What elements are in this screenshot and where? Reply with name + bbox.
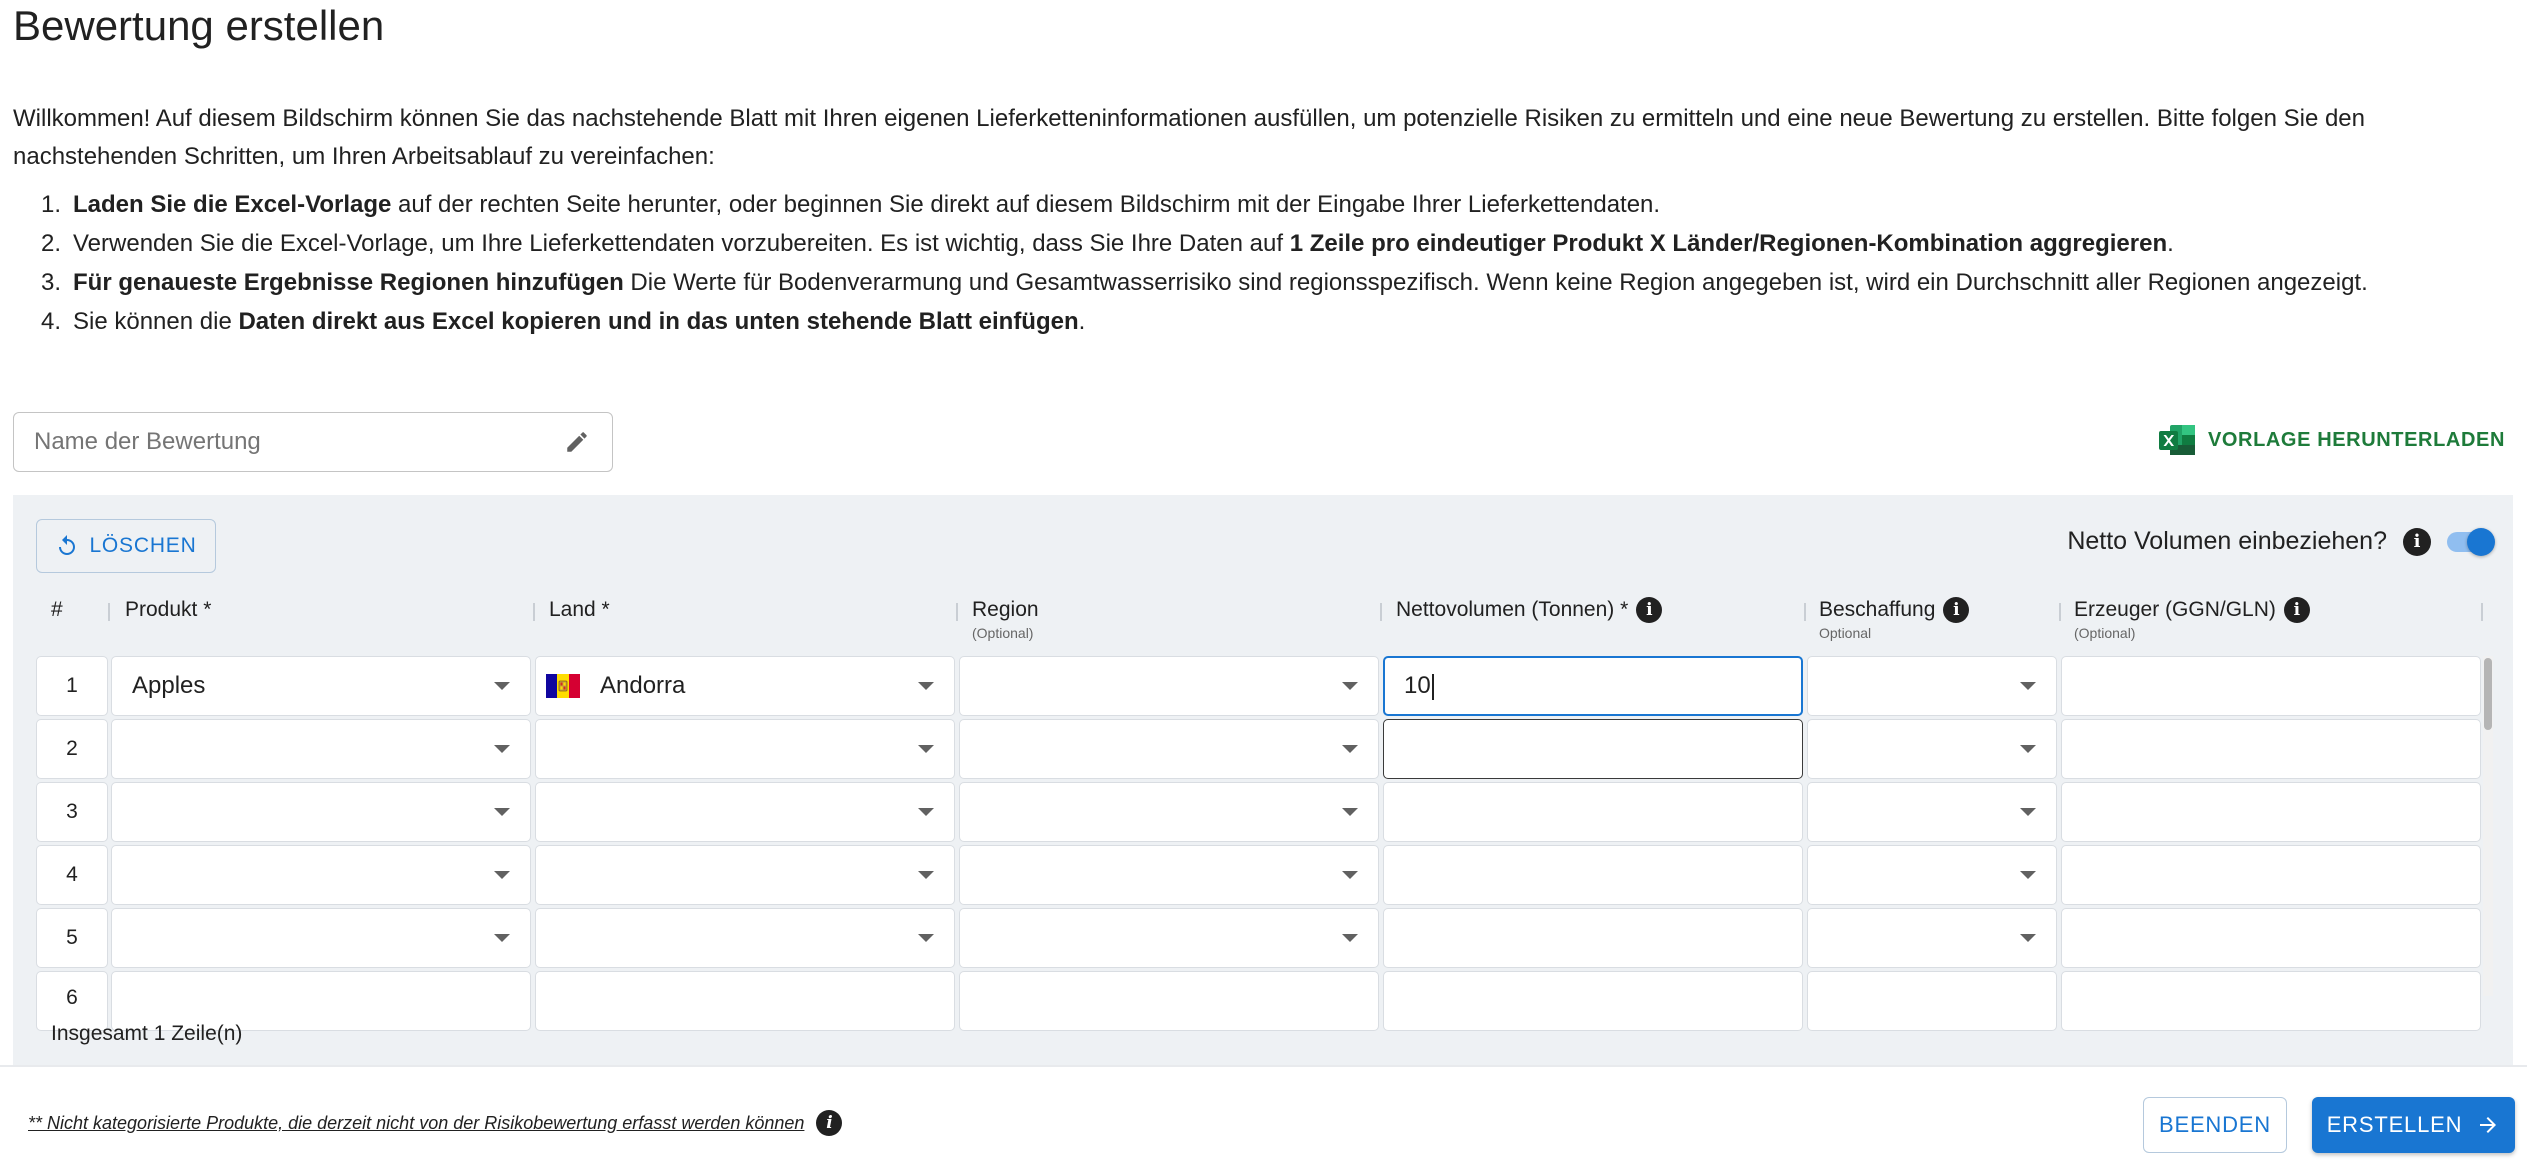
chevron-down-icon	[494, 682, 510, 690]
data-entry-sheet	[13, 495, 2513, 1065]
chevron-down-icon	[494, 871, 510, 879]
step-item: 2. Verwenden Sie die Excel-Vorlage, um Ihre Lieferkettendaten vorzubereiten. Es ist wichtig, dass Sie Ihre Daten auf 1 Zeile pro eindeutiger Produkt X Länder/Regionen-Kombination aggregieren.	[40, 230, 2174, 257]
table-row	[13, 908, 2493, 970]
net-volume-input[interactable]: 10	[1383, 656, 1803, 716]
chevron-down-icon	[1342, 871, 1358, 879]
sourcing-select[interactable]	[1807, 845, 2057, 905]
net-volume-input[interactable]	[1383, 719, 1803, 779]
pencil-icon[interactable]	[562, 427, 592, 457]
scrollbar-thumb[interactable]	[2484, 658, 2492, 730]
sourcing-select[interactable]	[1807, 782, 2057, 842]
reset-icon	[55, 534, 79, 558]
chevron-down-icon	[1342, 745, 1358, 753]
net-volume-input[interactable]	[1383, 782, 1803, 842]
row-number: 1	[36, 656, 108, 716]
andorra-flag-icon	[546, 674, 580, 698]
column-header-region: Region (Optional)	[972, 598, 1039, 641]
info-icon[interactable]: i	[816, 1110, 842, 1136]
chevron-down-icon	[1342, 808, 1358, 816]
footer-divider	[0, 1065, 2527, 1067]
info-icon[interactable]: i	[1943, 597, 1969, 623]
table-row	[13, 971, 2493, 1033]
download-template-label: VORLAGE HERUNTERLADEN	[2207, 428, 2505, 451]
chevron-down-icon	[494, 745, 510, 753]
end-button[interactable]: BEENDEN	[2143, 1097, 2287, 1153]
step-item: 1. Laden Sie die Excel-Vorlage auf der rechten Seite herunter, oder beginnen Sie direkt auf diesem Bildschirm mit der Eingabe Ihrer Lieferkettendaten.	[40, 191, 1661, 218]
region-select[interactable]	[959, 845, 1379, 905]
sourcing-select[interactable]	[1807, 656, 2057, 716]
producer-input[interactable]	[2061, 782, 2481, 842]
step-item: 4. Sie können die Daten direkt aus Excel kopieren und in das unten stehende Blatt einfügen.	[40, 308, 1086, 335]
country-select[interactable]	[535, 971, 955, 1031]
create-button[interactable]	[2312, 1097, 2515, 1153]
column-header-country: Land *	[549, 598, 610, 621]
intro-text: Willkommen! Auf diesem Bildschirm können Sie das nachstehende Blatt mit Ihren eigenen Lieferketteninformationen ausfüllen, um potenzielle Risiken zu ermitteln und eine neue Bewertung zu erstellen. Bitte folgen Sie den nachstehenden Schritten, um Ihren Arbeitsablauf zu vereinfachen:	[13, 105, 2365, 170]
arrow-right-icon	[2476, 1113, 2500, 1137]
row-number: 5	[36, 908, 108, 968]
clear-button-label: LÖSCHEN	[89, 534, 197, 557]
table-row	[13, 845, 2493, 907]
table-row	[13, 782, 2493, 844]
country-select[interactable]: Andorra	[535, 656, 955, 716]
chevron-down-icon	[918, 682, 934, 690]
region-select[interactable]	[959, 719, 1379, 779]
country-select[interactable]	[535, 782, 955, 842]
region-select[interactable]	[959, 971, 1379, 1031]
net-volume-input[interactable]	[1383, 845, 1803, 905]
download-template-link[interactable]	[2158, 424, 2505, 456]
producer-input[interactable]	[2061, 719, 2481, 779]
chevron-down-icon	[2020, 745, 2036, 753]
product-select[interactable]	[111, 719, 531, 779]
sheet-rows	[13, 656, 2513, 1009]
row-number: 3	[36, 782, 108, 842]
region-select[interactable]	[959, 908, 1379, 968]
product-select[interactable]	[111, 782, 531, 842]
row-number: 4	[36, 845, 108, 905]
producer-input[interactable]	[2061, 845, 2481, 905]
step-item: 3. Für genaueste Ergebnisse Regionen hinzufügen Die Werte für Bodenverarmung und Gesamtwasserrisiko sind regionsspezifisch. Wenn keine Region angegeben ist, wird ein Durchschnitt aller Regionen angezeigt.	[40, 269, 2368, 296]
chevron-down-icon	[918, 871, 934, 879]
sheet-scrollbar[interactable]	[2483, 656, 2493, 996]
chevron-down-icon	[1342, 682, 1358, 690]
region-select[interactable]	[959, 782, 1379, 842]
sourcing-select[interactable]	[1807, 719, 2057, 779]
instruction-steps	[13, 185, 2493, 341]
chevron-down-icon	[918, 808, 934, 816]
column-header-volume: Nettovolumen (Tonnen) * i	[1396, 597, 1662, 647]
product-select[interactable]: Apples	[111, 656, 531, 716]
assessment-name-placeholder: Name der Bewertung	[34, 428, 261, 455]
product-select[interactable]	[111, 845, 531, 905]
row-total: Insgesamt 1 Zeile(n)	[51, 1022, 243, 1045]
table-row	[13, 719, 2493, 781]
footnote-text[interactable]: ** Nicht kategorisierte Produkte, die derzeit nicht von der Risikobewertung erfasst werden können	[28, 1112, 805, 1133]
text-cursor	[1432, 674, 1434, 700]
producer-input[interactable]	[2061, 908, 2481, 968]
net-volume-input[interactable]	[1383, 971, 1803, 1031]
producer-input[interactable]	[2061, 971, 2481, 1031]
column-header-producer: Erzeuger (GGN/GLN) i (Optional)	[2074, 597, 2310, 647]
net-volume-toggle[interactable]	[2447, 532, 2491, 552]
footnote	[28, 1110, 842, 1136]
chevron-down-icon	[494, 934, 510, 942]
column-header-sourcing: Beschaffung i Optional	[1819, 597, 1969, 647]
clear-button[interactable]	[36, 519, 216, 573]
page-title: Bewertung erstellen	[13, 2, 385, 49]
chevron-down-icon	[2020, 808, 2036, 816]
sourcing-select[interactable]	[1807, 971, 2057, 1031]
excel-icon	[2158, 424, 2196, 456]
sourcing-select[interactable]	[1807, 908, 2057, 968]
country-select[interactable]	[535, 908, 955, 968]
info-icon[interactable]: i	[2284, 597, 2310, 623]
chevron-down-icon	[494, 808, 510, 816]
info-icon[interactable]: i	[2403, 528, 2431, 556]
net-volume-toggle-group	[2067, 527, 2491, 556]
assessment-name-input[interactable]	[13, 412, 613, 472]
net-volume-toggle-label: Netto Volumen einbeziehen?	[2067, 527, 2387, 555]
producer-input[interactable]	[2061, 656, 2481, 716]
chevron-down-icon	[918, 745, 934, 753]
row-number: 2	[36, 719, 108, 779]
info-icon[interactable]: i	[1636, 597, 1662, 623]
net-volume-input[interactable]	[1383, 908, 1803, 968]
country-select[interactable]	[535, 845, 955, 905]
table-row	[13, 656, 2493, 718]
row-number: 6	[36, 971, 108, 1031]
country-select[interactable]	[535, 719, 955, 779]
chevron-down-icon	[1342, 934, 1358, 942]
create-button-label: ERSTELLEN	[2326, 1112, 2463, 1137]
chevron-down-icon	[2020, 871, 2036, 879]
chevron-down-icon	[2020, 934, 2036, 942]
column-header-product: Produkt *	[125, 598, 212, 621]
product-select[interactable]	[111, 908, 531, 968]
chevron-down-icon	[2020, 682, 2036, 690]
column-header-num: #	[51, 598, 63, 621]
region-select[interactable]	[959, 656, 1379, 716]
chevron-down-icon	[918, 934, 934, 942]
